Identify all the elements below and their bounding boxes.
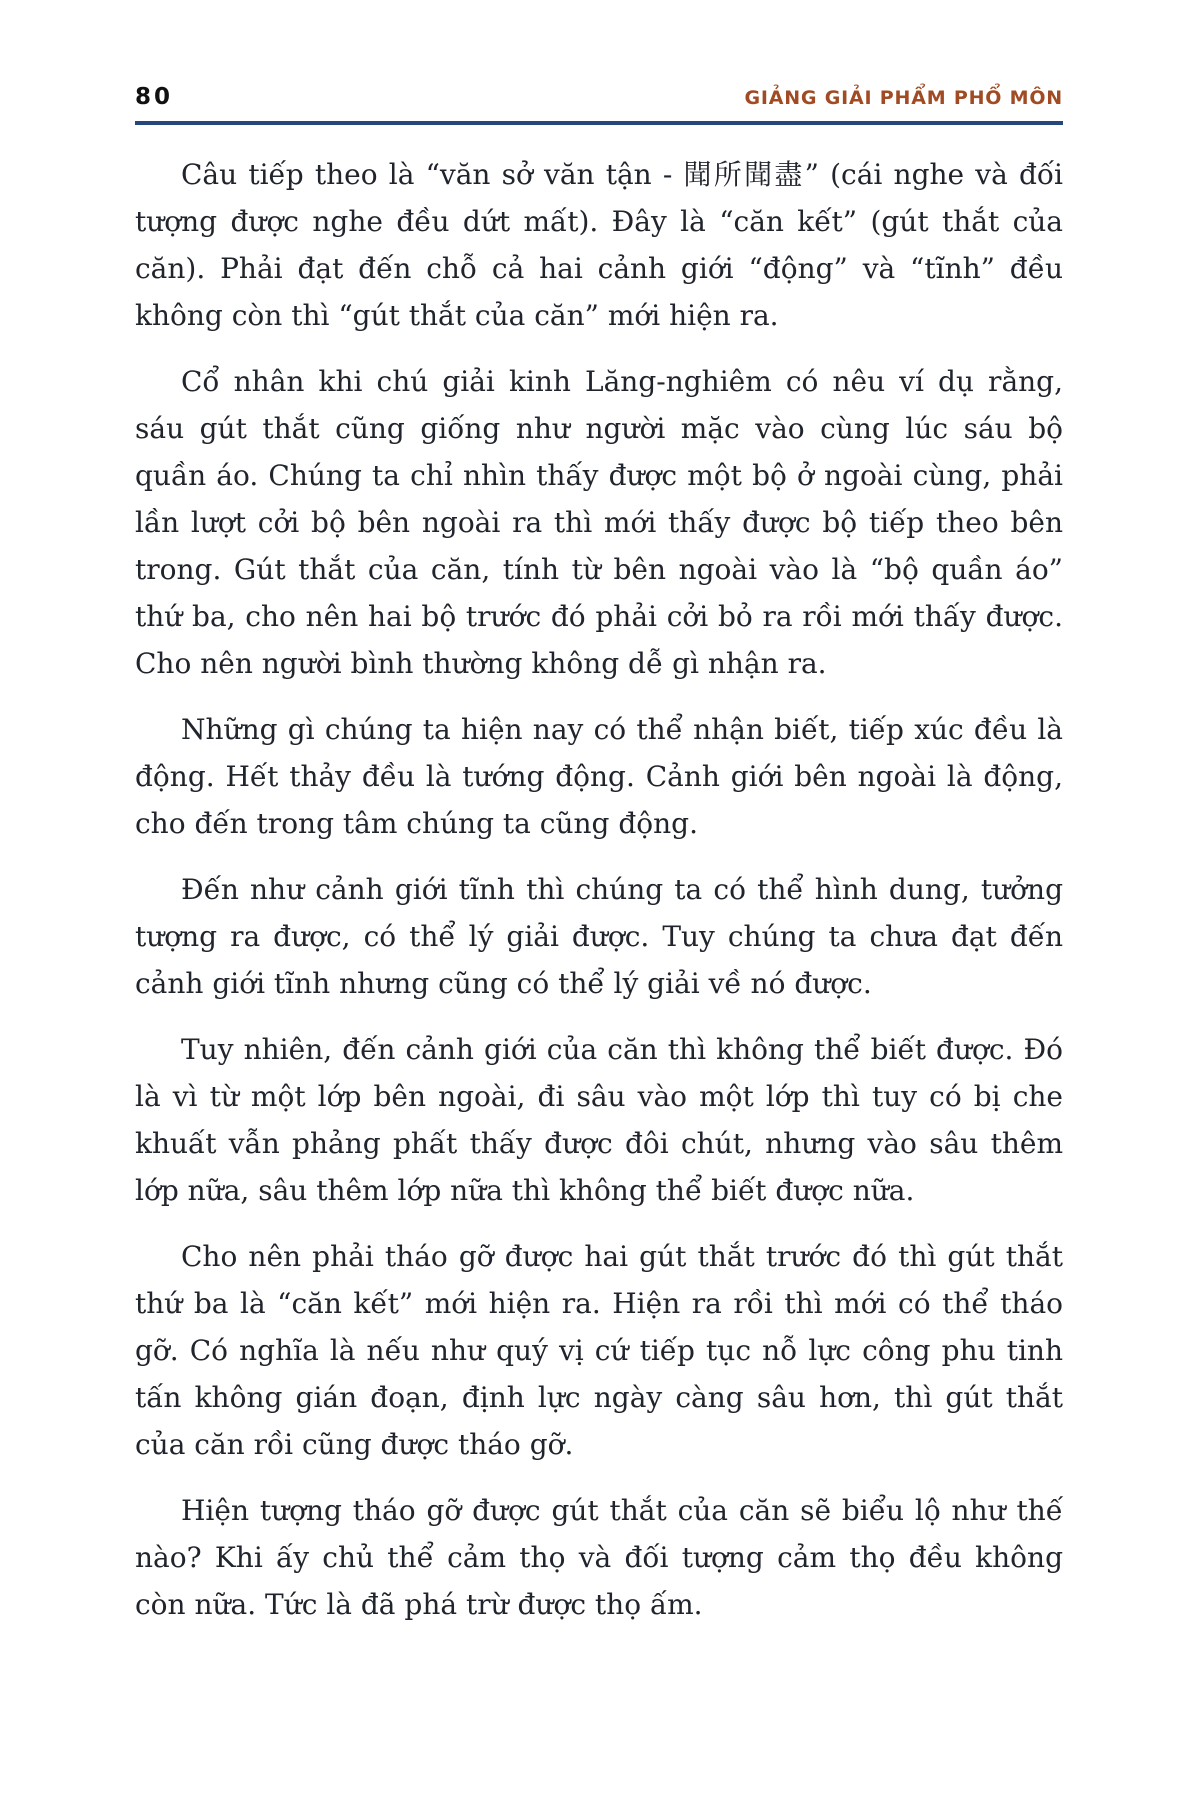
- page-body: [135, 151, 1063, 1628]
- header-rule: [135, 121, 1063, 125]
- body-paragraph: Hiện tượng tháo gỡ được gút thắt của căn sẽ biểu lộ như thế nào? Khi ấy chủ thể cảm thọ và đối tượng cảm thọ đều không còn nữa. Tức là đã phá trừ được thọ ấm.: [135, 1494, 1063, 1621]
- body-paragraph: Những gì chúng ta hiện nay có thể nhận biết, tiếp xúc đều là động. Hết thảy đều là tướng động. Cảnh giới bên ngoài là động, cho đến trong tâm chúng ta cũng động.: [135, 713, 1063, 840]
- page-number: 80: [135, 84, 174, 110]
- body-paragraph: Đến như cảnh giới tĩnh thì chúng ta có thể hình dung, tưởng tượng ra được, có thể lý giải được. Tuy chúng ta chưa đạt đến cảnh giới tĩnh nhưng cũng có thể lý giải về nó được.: [135, 873, 1063, 1000]
- body-paragraph: Cổ nhân khi chú giải kinh Lăng-nghiêm có nêu ví dụ rằng, sáu gút thắt cũng giống như người mặc vào cùng lúc sáu bộ quần áo. Chúng ta chỉ nhìn thấy được một bộ ở ngoài cùng, phải lần lượt cởi bộ bên ngoài ra thì mới thấy được bộ tiếp theo bên trong. Gút thắt của căn, tính từ bên ngoài vào là “bộ quần áo” thứ ba, cho nên hai bộ trước đó phải cởi bỏ ra rồi mới thấy được. Cho nên người bình thường không dễ gì nhận ra.: [135, 365, 1063, 680]
- body-paragraph: Cho nên phải tháo gỡ được hai gút thắt trước đó thì gút thắt thứ ba là “căn kết” mới hiện ra. Hiện ra rồi thì mới có thể tháo gỡ. Có nghĩa là nếu như quý vị cứ tiếp tục nỗ lực công phu tinh tấn không gián đoạn, định lực ngày càng sâu hơn, thì gút thắt của căn rồi cũng được tháo gỡ.: [135, 1240, 1063, 1461]
- page-header: [135, 0, 1063, 110]
- running-title: GIẢNG GIẢI PHẨM PHỔ MÔN: [744, 87, 1063, 109]
- body-paragraph: Tuy nhiên, đến cảnh giới của căn thì không thể biết được. Đó là vì từ một lớp bên ngoài, đi sâu vào một lớp thì tuy có bị che khuất vẫn phảng phất thấy được đôi chút, nhưng vào sâu thêm lớp nữa, sâu thêm lớp nữa thì không thể biết được nữa.: [135, 1033, 1063, 1207]
- paragraph-list: [135, 151, 1063, 1628]
- body-paragraph: Câu tiếp theo là “văn sở văn tận - 聞所聞盡” (cái nghe và đối tượng được nghe đều dứt mất). Đây là “căn kết” (gút thắt của căn). Phải đạt đến chỗ cả hai cảnh giới “động” và “tĩnh” đều không còn thì “gút thắt của căn” mới hiện ra.: [135, 158, 1063, 332]
